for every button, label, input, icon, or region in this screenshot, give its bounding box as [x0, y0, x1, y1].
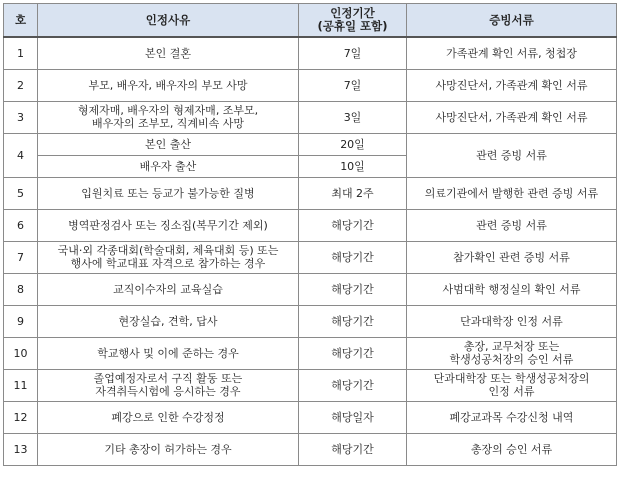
table-row — [4, 69, 617, 101]
row-reason: 배우자 출산 — [38, 155, 299, 177]
row-reason-line: 국내·외 각종대회(학술대회, 체육대회 등) 또는 — [57, 244, 279, 257]
header-period-line2: (공휴일 포함) — [317, 19, 388, 33]
row-reason-line: 부모, 배우자, 배우자의 부모 사망 — [88, 78, 248, 92]
row-reason-line: 형제자매, 배우자의 형제자매, 조부모, — [77, 104, 259, 117]
row-reason — [38, 305, 299, 337]
row-docs — [407, 37, 617, 69]
row-period: 해당기간 — [299, 433, 407, 465]
row-period: 해당기간 — [299, 241, 407, 273]
row-period: 해당기간 — [299, 369, 407, 401]
row-period: 해당일자 — [299, 401, 407, 433]
row-reason — [38, 209, 299, 241]
row-docs-line: 사범대학 행정실의 확인 서류 — [442, 282, 581, 296]
row-number: 4 — [4, 133, 38, 177]
row-number: 11 — [4, 369, 38, 401]
row-reason-line: 병역판정검사 또는 징소집(복무기간 제외) — [68, 218, 268, 232]
row-reason-line: 자격취득시험에 응시하는 경우 — [95, 385, 241, 398]
header-docs: 증빙서류 — [407, 4, 617, 38]
row-period: 해당기간 — [299, 305, 407, 337]
table-header-row — [4, 4, 617, 38]
row-number: 12 — [4, 401, 38, 433]
table-body — [4, 37, 617, 465]
row-number: 9 — [4, 305, 38, 337]
row-docs-line: 의료기관에서 발행한 관련 증빙 서류 — [424, 186, 599, 200]
row-docs — [407, 101, 617, 133]
row-reason — [38, 177, 299, 209]
row-reason-line: 졸업예정자로서 구직 활동 또는 — [93, 372, 243, 385]
header-period-line1: 인정기간 — [330, 6, 375, 20]
table-row — [4, 273, 617, 305]
row-reason-line: 교직이수자의 교육실습 — [113, 282, 223, 296]
row-docs — [407, 69, 617, 101]
row-docs-line: 단과대학장 인정 서류 — [460, 314, 563, 328]
row-reason — [38, 69, 299, 101]
row-docs — [407, 241, 617, 273]
row-reason-line: 현장실습, 견학, 답사 — [118, 314, 218, 328]
row-docs — [407, 369, 617, 401]
row-docs-line: 사망진단서, 가족관계 확인 서류 — [435, 110, 588, 124]
row-period: 해당기간 — [299, 273, 407, 305]
row-reason-line: 폐강으로 인한 수강정정 — [111, 410, 225, 424]
row-docs-line: 인정 서류 — [488, 385, 535, 398]
row-period: 3일 — [299, 101, 407, 133]
row-docs-line: 가족관계 확인 서류, 청첩장 — [446, 46, 577, 60]
row-docs-line: 총장의 승인 서류 — [470, 442, 553, 456]
row-number: 2 — [4, 69, 38, 101]
table-row — [4, 401, 617, 433]
row-number: 6 — [4, 209, 38, 241]
row-number: 1 — [4, 37, 38, 69]
table-row — [4, 369, 617, 401]
table-row — [4, 37, 617, 69]
table-row — [4, 241, 617, 273]
row-number: 7 — [4, 241, 38, 273]
row-period: 20일 — [299, 133, 407, 155]
row-reason — [38, 101, 299, 133]
row-reason — [38, 241, 299, 273]
row-docs-line: 관련 증빙 서류 — [476, 148, 547, 162]
row-period: 10일 — [299, 155, 407, 177]
row-docs — [407, 433, 617, 465]
row-reason-line: 기타 총장이 허가하는 경우 — [104, 442, 232, 456]
table-row — [4, 101, 617, 133]
row-period: 7일 — [299, 37, 407, 69]
leave-recognition-table — [3, 3, 617, 466]
row-period: 해당기간 — [299, 337, 407, 369]
row-docs — [407, 133, 617, 177]
row-period: 7일 — [299, 69, 407, 101]
row-reason-line: 학교행사 및 이에 준하는 경우 — [97, 346, 239, 360]
row-docs — [407, 305, 617, 337]
row-number: 13 — [4, 433, 38, 465]
row-number: 5 — [4, 177, 38, 209]
row-docs-line: 폐강교과목 수강신청 내역 — [449, 410, 574, 424]
table-row — [4, 305, 617, 337]
row-docs — [407, 209, 617, 241]
table-row — [4, 433, 617, 465]
header-reason: 인정사유 — [38, 4, 299, 38]
row-reason — [38, 273, 299, 305]
row-reason — [38, 433, 299, 465]
table-row — [4, 209, 617, 241]
row-docs-line: 관련 증빙 서류 — [476, 218, 547, 232]
row-docs — [407, 401, 617, 433]
table-row — [4, 177, 617, 209]
row-reason — [38, 401, 299, 433]
row-reason-line: 입원치료 또는 등교가 불가능한 질병 — [81, 186, 255, 200]
row-docs — [407, 273, 617, 305]
row-reason-line: 본인 결혼 — [144, 46, 191, 60]
row-reason-line: 배우자의 조부모, 직계비속 사망 — [91, 117, 245, 130]
row-reason-line: 행사에 학교대표 자격으로 참가하는 경우 — [70, 257, 266, 270]
row-docs — [407, 177, 617, 209]
table-row — [4, 133, 617, 155]
row-period: 해당기간 — [299, 209, 407, 241]
row-docs-line: 사망진단서, 가족관계 확인 서류 — [435, 78, 588, 92]
row-reason — [38, 369, 299, 401]
row-docs-line: 참가확인 관련 증빙 서류 — [453, 250, 570, 264]
row-docs-line: 학생성공처장의 승인 서류 — [449, 353, 574, 366]
row-reason — [38, 37, 299, 69]
row-number: 8 — [4, 273, 38, 305]
header-period — [299, 4, 407, 38]
table-row — [4, 337, 617, 369]
row-reason — [38, 337, 299, 369]
leave-table-container — [3, 3, 616, 466]
header-no: 호 — [4, 4, 38, 38]
row-reason: 본인 출산 — [38, 133, 299, 155]
row-docs-line: 총장, 교무처장 또는 — [463, 340, 560, 353]
row-docs-line: 단과대학장 또는 학생성공처장의 — [433, 372, 590, 385]
row-period: 최대 2주 — [299, 177, 407, 209]
row-number: 10 — [4, 337, 38, 369]
row-docs — [407, 337, 617, 369]
row-number: 3 — [4, 101, 38, 133]
